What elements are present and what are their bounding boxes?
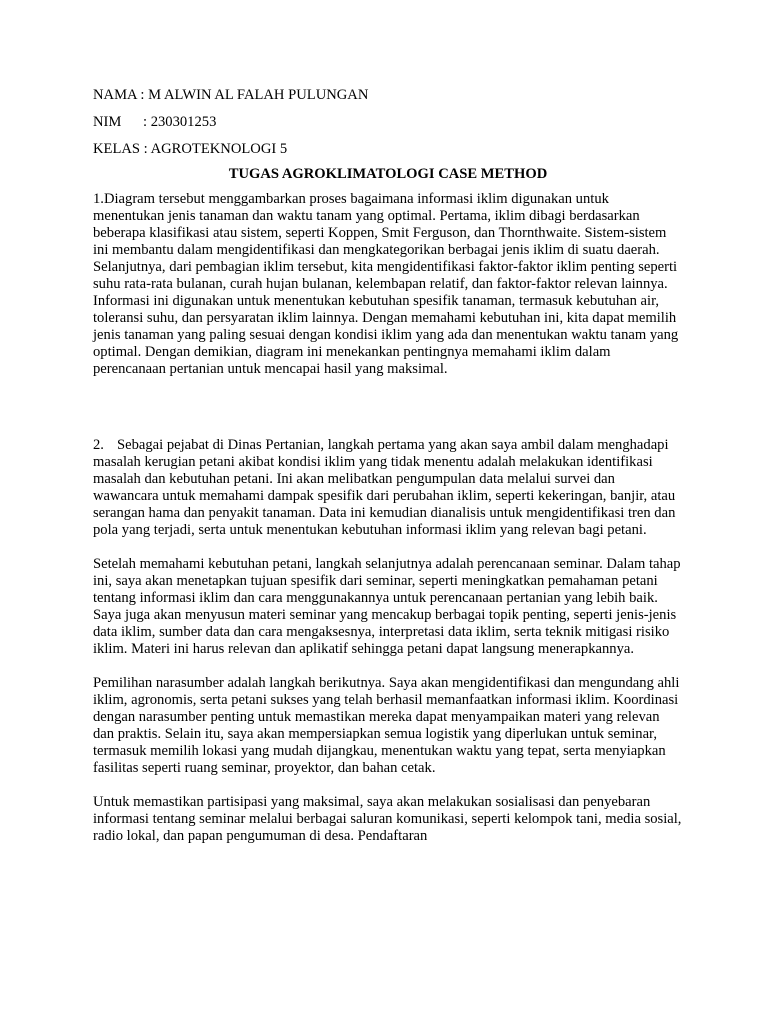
paragraph-answer-1: 1.Diagram tersebut menggambarkan proses bagaimana informasi iklim digunakan untuk menentukan jenis tanaman dan waktu tanam yang optimal. Pertama, iklim dibagi berdasarkan beberapa klasifikasi atau sistem, seperti Koppen, Smit Ferguson, dan Thornthwaite. Sistem-sistem ini membantu dalam mengidentifikasi dan mengkategorikan berbagai jenis iklim di suatu daerah. Selanjutnya, dari pembagian iklim tersebut, kita mengidentifikasi faktor-faktor iklim penting seperti suhu rata-rata bulanan, curah hujan bulanan, kelembapan relatif, dan faktor-faktor relevan lainnya. Informasi ini digunakan untuk menentukan kebutuhan spesifik tanaman, termasuk kebutuhan air, toleransi suhu, dan persyaratan iklim lainnya. Dengan memahami kebutuhan ini, kita dapat memilih jenis tanaman yang paling sesuai dengan kondisi iklim yang ada dan menentukan waktu tanam yang optimal. Dengan demikian, diagram ini menekankan pentingnya memahami iklim dalam perencanaan pertanian untuk mencapai hasil yang maksimal. xyxy=(93,191,679,377)
paragraph-answer-2 xyxy=(93,437,683,539)
document-title: TUGAS AGROKLIMATOLOGI CASE METHOD xyxy=(228,166,548,182)
student-class: KELAS : AGROTEKNOLOGI 5 xyxy=(93,141,288,157)
paragraph-speaker-selection: Pemilihan narasumber adalah langkah berikutnya. Saya akan mengidentifikasi dan mengundang ahli iklim, agronomis, serta petani sukses yang telah berhasil memanfaatkan informasi iklim. Koordinasi dengan narasumber penting untuk memastikan mereka dapat menyampaikan materi yang relevan dan praktis. Selain itu, saya akan mempersiapkan semua logistik yang diperlukan untuk seminar, termasuk memilih lokasi yang mudah dijangkau, menentukan waktu yang tepat, serta menyiapkan fasilitas seperti ruang seminar, proyektor, dan bahan cetak. xyxy=(93,675,680,776)
student-id-label: NIM xyxy=(93,114,122,130)
answer-2-text: Sebagai pejabat di Dinas Pertanian, langkah pertama yang akan saya ambil dalam menghadapi masalah kerugian petani akibat kondisi iklim yang tidak menentu adalah melakukan identifikasi masalah dan kebutuhan petani. Ini akan melibatkan pengumpulan data melalui survei dan wawancara untuk memahami dampak spesifik dari perubahan iklim, seperti kekeringan, banjir, atau serangan hama dan penyakit tanaman. Data ini kemudian dianalisis untuk mengidentifikasi tren dan pola yang terjadi, serta untuk menentukan kebutuhan informasi iklim yang relevan bagi petani. xyxy=(93,437,676,538)
document-page xyxy=(93,87,683,845)
answer-2-number: 2. xyxy=(93,437,104,453)
student-id xyxy=(93,114,683,131)
student-id-value: : 230301253 xyxy=(143,114,217,130)
paragraph-participation: Untuk memastikan partisipasi yang maksimal, saya akan melakukan sosialisasi dan penyebaran informasi tentang seminar melalui berbagai saluran komunikasi, seperti kelompok tani, media sosial, radio lokal, dan papan pengumuman di desa. Pendaftaran xyxy=(93,794,682,844)
paragraph-seminar-planning: Setelah memahami kebutuhan petani, langkah selanjutnya adalah perencanaan seminar. Dalam tahap ini, saya akan menetapkan tujuan spesifik dari seminar, seperti meningkatkan pemahaman petani tentang informasi iklim dan cara menggunakannya untuk perencanaan pertanian yang lebih baik. Saya juga akan menyusun materi seminar yang mencakup berbagai topik penting, seperti jenis-jenis data iklim, sumber data dan cara mengaksesnya, interpretasi data iklim, serta teknik mitigasi risiko iklim. Materi ini harus relevan dan aplikatif sehingga petani dapat langsung menerapkannya. xyxy=(93,556,681,657)
student-name: NAMA : M ALWIN AL FALAH PULUNGAN xyxy=(93,87,369,103)
